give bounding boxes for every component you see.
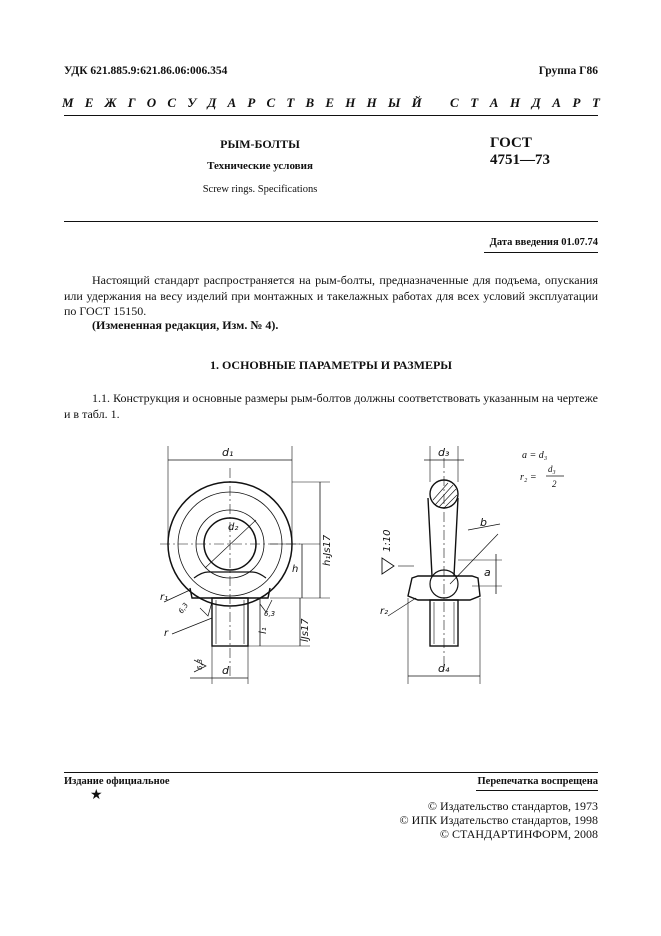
header-divider — [64, 115, 598, 116]
clause-1-1: 1.1. Конструкция и основные размеры рым-болтов должны соответствовать указанным на чертеже и в табл. 1. — [64, 391, 598, 421]
roughness-mark-1 — [200, 602, 212, 616]
banner-letter: С — [266, 95, 276, 110]
l-label: lJs17 — [300, 618, 311, 642]
group-code: Группа Г86 — [538, 65, 598, 77]
banner-letter: С — [167, 95, 177, 110]
banner-letter: С — [450, 95, 459, 110]
h-label: h — [292, 564, 299, 575]
standard-banner — [62, 95, 600, 111]
banner-letter: Р — [247, 95, 256, 110]
banner-letter: Т — [286, 95, 295, 110]
banner-letter: Т — [470, 95, 479, 110]
copyright-2008: © СТАНДАРТИНФОРМ, 2008 — [439, 827, 598, 841]
gost-label: ГОСТ — [490, 135, 532, 151]
banner-letter: А — [227, 95, 237, 110]
formula-denominator: 2 — [552, 479, 557, 489]
gost-designation — [490, 135, 550, 169]
section-title: 1. ОСНОВНЫЕ ПАРАМЕТРЫ И РАЗМЕРЫ — [209, 358, 453, 372]
d4-label: d₄ — [438, 662, 450, 675]
r2-leader — [388, 598, 416, 616]
h1-label: h₁Js17 — [322, 534, 333, 566]
copyright-1973: © Издательство стандартов, 1973 — [427, 799, 598, 813]
banner-letter: Е — [325, 95, 335, 110]
banner-letter: Ж — [104, 95, 117, 110]
b-label: b — [480, 516, 487, 529]
eye-bolt-drawing — [150, 438, 620, 688]
side-eye-shank — [428, 498, 458, 576]
banner-letter: Д — [531, 95, 541, 110]
d-label: d — [222, 664, 229, 677]
formula-block — [520, 450, 564, 489]
banner-letter: Р — [572, 95, 581, 110]
banner-letter: А — [489, 95, 499, 110]
formula-numerator: d₃ — [548, 464, 556, 474]
udc-code: УДК 621.885.9:621.86.06:006.354 — [64, 65, 228, 77]
banner-letter: Н — [345, 95, 356, 110]
banner-letter: Е — [84, 95, 94, 110]
roughness-value-2: 6,3 — [264, 610, 276, 618]
r1-label: r₁ — [160, 592, 169, 603]
banner-letter: Т — [591, 95, 600, 110]
formula-a: a = d₃ — [522, 450, 548, 461]
gost-number: 4751—73 — [490, 152, 550, 168]
d1-label: d₁ — [222, 446, 234, 459]
l1-label: l₁ — [258, 627, 269, 634]
official-edition: Издание официальное — [64, 776, 170, 787]
title-divider — [64, 221, 598, 222]
side-view — [380, 446, 502, 684]
document-subtitle: Технические условия — [207, 160, 313, 172]
banner-letter: У — [187, 95, 197, 110]
banner-word-interstate — [62, 95, 422, 111]
d2-label: d₂ — [228, 522, 239, 533]
banner-letter: Н — [510, 95, 521, 110]
banner-letter: О — [146, 95, 157, 110]
banner-letter: Н — [366, 95, 377, 110]
copyright-1998: © ИПК Издательство стандартов, 1998 — [399, 813, 598, 827]
r2-label: r₂ — [380, 606, 389, 617]
r-leader — [172, 618, 212, 634]
footer-divider — [64, 772, 598, 773]
a-label: a — [484, 566, 491, 579]
banner-letter: А — [552, 95, 561, 110]
date-underline — [484, 252, 598, 253]
document-title-english: Screw rings. Specifications — [202, 184, 318, 195]
formula-r2: r₂ = — [520, 472, 537, 483]
star-mark: ★ — [90, 788, 103, 803]
banner-letter: М — [62, 95, 74, 110]
roughness-value-1: 6,3 — [177, 601, 191, 616]
banner-letter: Г — [127, 95, 136, 110]
taper-label: 1:10 — [382, 529, 393, 552]
banner-letter: Д — [207, 95, 217, 110]
banner-letter: В — [305, 95, 315, 110]
scope-paragraph: Настоящий стандарт распространяется на рым-болты, предназначенные для подъема, опускания или удержания на весу изделий при монтажных и такелажных работах для всех условий эксплуатации по ГОСТ 15150. — [64, 273, 598, 318]
r-label: r — [164, 628, 169, 639]
reprint-underline — [476, 790, 598, 791]
d3-label: d₃ — [438, 446, 450, 459]
banner-letter: Ы — [387, 95, 401, 110]
document-title: РЫМ-БОЛТЫ — [220, 137, 300, 151]
banner-letter: Й — [411, 95, 422, 110]
front-view — [160, 446, 333, 684]
roughness-value-3: 6,3 — [196, 658, 204, 670]
amendment-note: (Измененная редакция, Изм. № 4). — [92, 318, 279, 332]
reprint-prohibited: Перепечатка воспрещена — [477, 776, 598, 787]
banner-word-standard — [450, 95, 600, 111]
taper-symbol — [382, 558, 394, 574]
introduction-date: Дата введения 01.07.74 — [489, 237, 598, 248]
